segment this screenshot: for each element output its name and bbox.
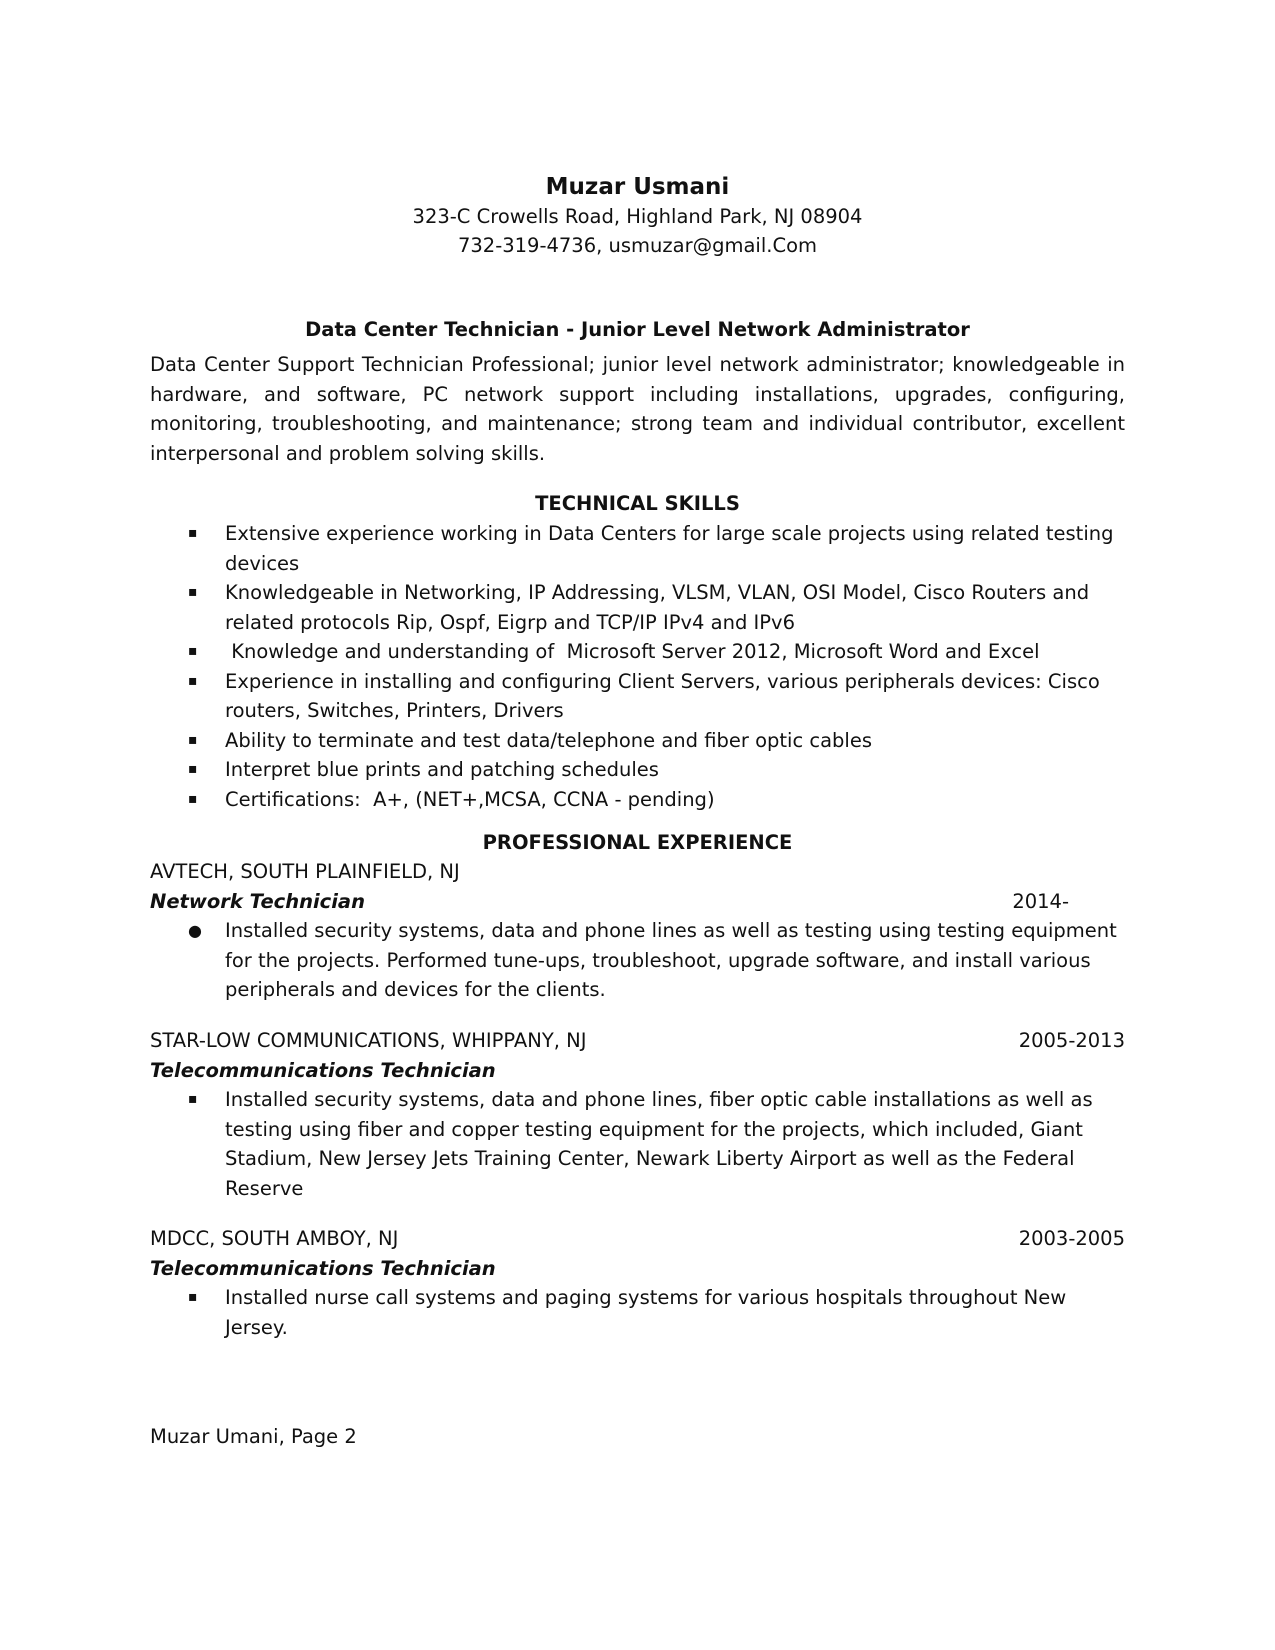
job-bullets — [150, 1085, 1125, 1203]
summary-paragraph: Data Center Support Technician Professional; junior level network administrator; knowledgeable in hardware, and software, PC network support including installations, upgrades, configuring, monitoring, troubleshooting, and maintenance; strong team and individual contributor, excellent interpersonal and problem solving skills. — [150, 353, 1125, 465]
square-bullet-icon: ▪ — [188, 731, 198, 748]
skill-item — [150, 578, 1125, 637]
skill-text: Interpret blue prints and patching schedules — [225, 758, 659, 781]
skill-item — [150, 726, 1125, 756]
square-bullet-icon: ▪ — [188, 643, 198, 659]
job-bullet-item — [150, 1283, 1125, 1342]
square-bullet-icon: ▪ — [188, 584, 198, 600]
page-footer-note: Muzar Umani, Page 2 — [150, 1425, 357, 1448]
job-title: Network Technician — [150, 889, 365, 913]
square-bullet-icon: ▪ — [188, 761, 198, 777]
job-company-row — [150, 1224, 1125, 1254]
phone-email-line: 732-319-4736, usmuzar@gmail.Com — [457, 234, 817, 257]
job-title: Telecommunications Technician — [150, 1256, 496, 1280]
job-dates: 2003-2005 — [1018, 1227, 1125, 1250]
job-company: AVTECH, SOUTH PLAINFIELD, NJ — [150, 860, 460, 883]
job-dates: 2014- — [1012, 889, 1069, 913]
square-bullet-icon: ▪ — [188, 1289, 198, 1305]
skill-item — [150, 667, 1125, 726]
square-bullet-icon: ▪ — [188, 790, 198, 807]
job-bullet-text: Installed nurse call systems and paging systems for various hospitals throughout New Jersey. — [225, 1286, 1067, 1339]
skill-item — [150, 637, 1125, 667]
square-bullet-icon: ▪ — [188, 672, 198, 689]
job-dates: 2005-2013 — [1018, 1029, 1125, 1052]
job-title: Telecommunications Technician — [150, 1058, 496, 1082]
skill-item — [150, 785, 1125, 815]
job-bullets — [150, 916, 1125, 1005]
skill-item — [150, 519, 1125, 578]
skill-item — [150, 755, 1125, 785]
skill-text: Knowledge and understanding of Microsoft Server 2012, Microsoft Word and Excel — [225, 640, 1040, 663]
job-company: MDCC, SOUTH AMBOY, NJ — [150, 1227, 399, 1250]
job-company-row — [150, 857, 1125, 887]
job-title-row — [150, 1254, 1125, 1284]
job-entry-avtech — [150, 857, 1125, 1005]
job-company: STAR-LOW COMMUNICATIONS, WHIPPANY, NJ — [150, 1029, 587, 1052]
job-entry-mdcc — [150, 1224, 1125, 1342]
skill-text: Experience in installing and configuring Client Servers, various peripherals devices: Cisco routers, Switches, Printers, Drivers — [225, 669, 1100, 722]
skill-text: Certifications: A+, (NET+,MCSA, CCNA - pending) — [225, 787, 715, 811]
square-bullet-icon: ▪ — [188, 1091, 198, 1107]
job-company-row — [150, 1026, 1125, 1056]
square-bullet-icon: ▪ — [188, 525, 198, 541]
objective-title: Data Center Technician - Junior Level Network Administrator — [305, 318, 970, 341]
skill-text: Extensive experience working in Data Centers for large scale projects using related testing devices — [225, 522, 1114, 575]
job-bullet-text: Installed security systems, data and phone lines, fiber optic cable installations as well as testing using fiber and copper testing equipment for the projects, which included, Giant Stadium, New Jersey Jets Training Center, Newark Liberty Airport as well as the Federal Reserve — [225, 1088, 1093, 1200]
round-bullet-icon: ● — [188, 921, 202, 940]
job-bullet-item — [150, 1085, 1125, 1203]
job-title-row — [150, 887, 1125, 917]
skill-text: Knowledgeable in Networking, IP Addressing, VLSM, VLAN, OSI Model, Cisco Routers and related protocols Rip, Ospf, Eigrp and TCP/IP IPv4 and IPv6 — [225, 581, 1090, 634]
skills-list — [150, 519, 1125, 814]
job-bullet-text: Installed security systems, data and phone lines as well as testing using testing equipment for the projects. Performed tune-ups, troubleshoot, upgrade software, and install various peripherals and devices for the clients. — [225, 919, 1117, 1001]
job-title-row — [150, 1056, 1125, 1086]
job-bullets — [150, 1283, 1125, 1342]
address-line: 323-C Crowells Road, Highland Park, NJ 08904 — [412, 205, 863, 228]
technical-skills-heading: TECHNICAL SKILLS — [535, 492, 740, 515]
job-entry-star-low — [150, 1026, 1125, 1203]
skill-text: Ability to terminate and test data/telephone and fiber optic cables — [225, 728, 872, 752]
resume-header — [0, 172, 1275, 260]
professional-experience-heading: PROFESSIONAL EXPERIENCE — [482, 831, 793, 854]
job-bullet-item — [150, 916, 1125, 1005]
candidate-name: Muzar Usmani — [545, 174, 730, 200]
